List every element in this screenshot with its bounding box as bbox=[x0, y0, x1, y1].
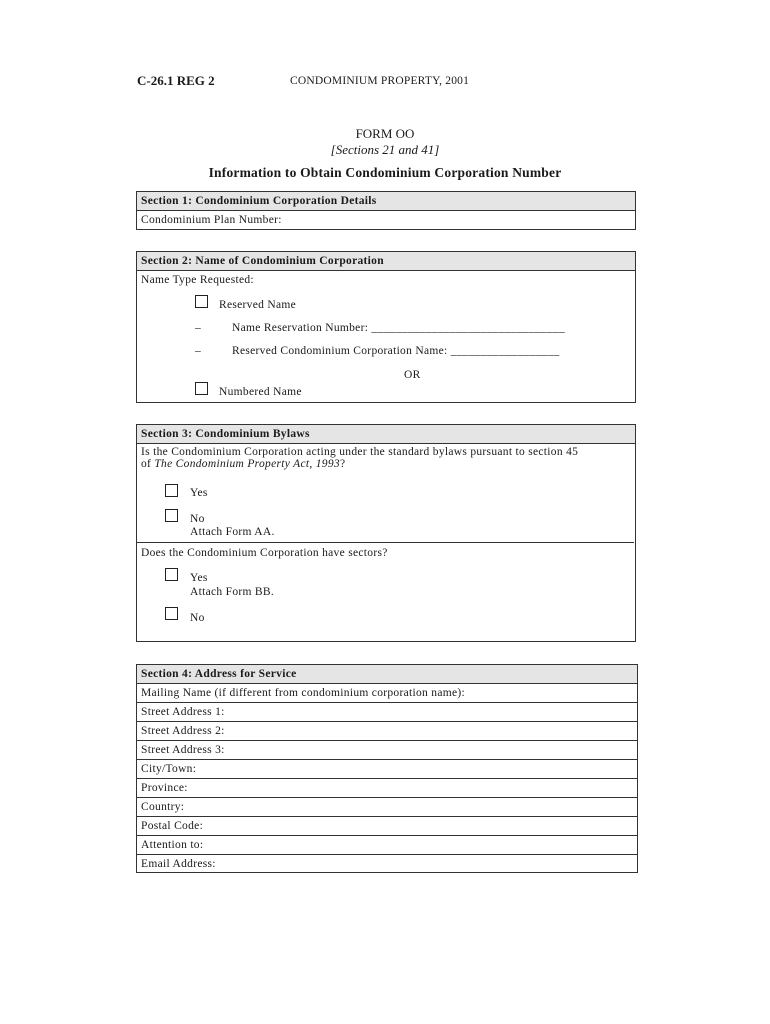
section-2-box bbox=[136, 251, 636, 403]
reserved-name-label: Reserved Name bbox=[219, 299, 297, 311]
question-line-1: Is the Condominium Corporation acting under the standard bylaws pursuant to section 45 bbox=[141, 446, 579, 458]
street-address-1-field[interactable]: Street Address 1: bbox=[137, 703, 637, 722]
section-1-title: Section 1: Condominium Corporation Details bbox=[137, 192, 635, 211]
question-of: of bbox=[141, 458, 155, 470]
section-1-box bbox=[136, 191, 636, 230]
name-reservation-number-field[interactable]: Name Reservation Number: ________________________________ bbox=[232, 322, 565, 334]
attach-form-bb-note: Attach Form BB. bbox=[190, 586, 275, 598]
reserved-corporation-name-field[interactable]: Reserved Condominium Corporation Name: __________________ bbox=[232, 345, 560, 357]
sectors-yes-checkbox[interactable] bbox=[165, 568, 178, 581]
or-label: OR bbox=[404, 369, 421, 381]
sectors-no-label: No bbox=[190, 612, 205, 624]
street-address-3-field[interactable]: Street Address 3: bbox=[137, 741, 637, 760]
province-field[interactable]: Province: bbox=[137, 779, 637, 798]
attach-form-aa-note: Attach Form AA. bbox=[190, 526, 275, 538]
regulation-code: C-26.1 REG 2 bbox=[137, 73, 215, 88]
regulation-title: CONDOMINIUM PROPERTY, 2001 bbox=[290, 75, 470, 87]
reserved-name-checkbox[interactable] bbox=[195, 295, 208, 308]
form-heading: Information to Obtain Condominium Corporation Number bbox=[208, 165, 562, 180]
dash-bullet: – bbox=[195, 322, 202, 334]
numbered-name-checkbox[interactable] bbox=[195, 382, 208, 395]
section-3-box bbox=[136, 424, 636, 642]
plan-number-field[interactable]: Condominium Plan Number: bbox=[141, 214, 282, 226]
postal-code-field[interactable]: Postal Code: bbox=[137, 817, 637, 836]
dash-bullet: – bbox=[195, 345, 202, 357]
section-4-title: Section 4: Address for Service bbox=[137, 665, 637, 684]
bylaws-no-label: No bbox=[190, 513, 205, 525]
numbered-name-label: Numbered Name bbox=[219, 386, 302, 398]
sectors-no-checkbox[interactable] bbox=[165, 607, 178, 620]
street-address-2-field[interactable]: Street Address 2: bbox=[137, 722, 637, 741]
mailing-name-field[interactable]: Mailing Name (if different from condominium corporation name): bbox=[137, 684, 637, 703]
question-mark: ? bbox=[339, 458, 346, 470]
form-number: FORM OO bbox=[355, 126, 415, 141]
attention-to-field[interactable]: Attention to: bbox=[137, 836, 637, 855]
act-title: The Condominium Property Act, 1993 bbox=[154, 458, 340, 470]
bylaws-yes-checkbox[interactable] bbox=[165, 484, 178, 497]
sectors-yes-label: Yes bbox=[190, 572, 208, 584]
name-type-label: Name Type Requested: bbox=[141, 274, 254, 286]
bylaws-no-checkbox[interactable] bbox=[165, 509, 178, 522]
email-address-field[interactable]: Email Address: bbox=[141, 858, 216, 870]
sectors-question: Does the Condominium Corporation have sectors? bbox=[141, 547, 388, 559]
bylaws-yes-label: Yes bbox=[190, 487, 208, 499]
section-4-box bbox=[136, 664, 638, 873]
section-3-title: Section 3: Condominium Bylaws bbox=[137, 425, 635, 444]
country-field[interactable]: Country: bbox=[137, 798, 637, 817]
section-2-title: Section 2: Name of Condominium Corporation bbox=[137, 252, 635, 271]
divider bbox=[137, 542, 634, 543]
city-town-field[interactable]: City/Town: bbox=[137, 760, 637, 779]
form-sections-reference: [Sections 21 and 41] bbox=[330, 142, 440, 157]
standard-bylaws-question bbox=[141, 446, 578, 470]
